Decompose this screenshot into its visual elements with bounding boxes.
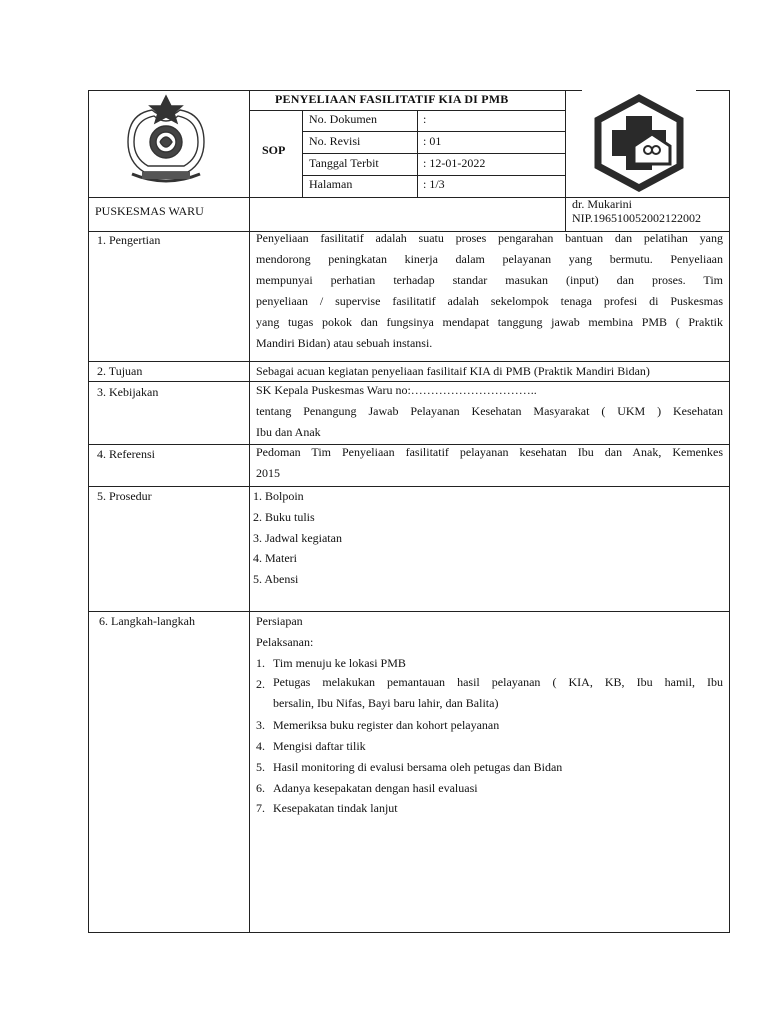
meta-label-dokumen: No. Dokumen [309, 112, 377, 126]
institution-name: PUSKESMAS WARU [95, 204, 204, 218]
column-divider [249, 90, 250, 933]
section-label-prosedur: 5. Prosedur [97, 489, 152, 503]
section-label-pengertian: 1. Pengertian [97, 233, 161, 247]
text-line: Penyeliaan fasilitatif adalah suatu proses pengarahan bantuan dan pelatihan yang [256, 231, 723, 245]
prosedur-item: 2. Buku tulis [253, 510, 315, 524]
row-rule [88, 486, 730, 487]
pelaksanan-text: Pelaksanan: [256, 635, 314, 649]
prosedur-item: 3. Jadwal kegiatan [253, 531, 342, 545]
document-title: PENYELIAAN FASILITATIF KIA DI PMB [275, 92, 509, 106]
step-text: Hasil monitoring di evalusi bersama oleh petugas dan Bidan [273, 760, 563, 774]
step-number: 5. [256, 760, 265, 774]
step-number: 2. [256, 677, 265, 691]
persiapan-text: Persiapan [256, 614, 303, 628]
step-number: 7. [256, 801, 265, 815]
signer-nip: NIP.196510052002122002 [572, 211, 702, 225]
text-line: penyeliaan / supervise fasilitatif adalah sekelompok tenaga profesi di Puskesmas [256, 294, 723, 308]
text-line: Petugas melakukan pemantauan hasil pelayanan ( KIA, KB, Ibu hamil, Ibu [273, 675, 723, 689]
step-number: 1. [256, 656, 265, 670]
title-bottom-rule [249, 110, 565, 111]
meta-label-revisi: No. Revisi [309, 134, 361, 148]
text-line: 2015 [256, 466, 280, 480]
meta-label-halaman: Halaman [309, 177, 353, 191]
meta-label-tanggal: Tanggal Terbit [309, 156, 379, 170]
step-text: Kesepakatan tindak lanjut [273, 801, 398, 815]
step-number: 4. [256, 739, 265, 753]
step-text: Adanya kesepakatan dengan hasil evaluasi [273, 781, 478, 795]
kebijakan-text [256, 380, 723, 443]
text-line: Ibu dan Anak [256, 425, 321, 439]
tujuan-text: Sebagai acuan kegiatan penyeliaan fasilitaif KIA di PMB (Praktik Mandiri Bidan) [256, 364, 650, 378]
text-line: bersalin, Ibu Nifas, Bayi baru lahir, dan Balita) [273, 696, 499, 710]
section-label-referensi: 4. Referensi [97, 447, 155, 461]
meta-rule [302, 131, 565, 132]
meta-rule [302, 153, 565, 154]
row-rule [88, 361, 730, 362]
step-text: Mengisi daftar tilik [273, 739, 366, 753]
section-label-tujuan: 2. Tujuan [97, 364, 143, 378]
text-line: yang tugas pokok dan fungsinya mendapat tanggung jawab membina PMB ( Praktik [256, 315, 723, 329]
step-number: 6. [256, 781, 265, 795]
step-text [273, 672, 723, 714]
row-rule [88, 611, 730, 612]
meta-value-halaman: : 1/3 [423, 177, 445, 191]
text-line: mempunyai perhatian terhadap standar masukan (input) dan proses. Tim [256, 273, 723, 287]
step-text: Tim menuju ke lokasi PMB [273, 656, 406, 670]
pengertian-text [256, 228, 723, 354]
meta-value-revisi: : 01 [423, 134, 442, 148]
text-line: SK Kepala Puskesmas Waru no:………………………….. [256, 383, 537, 397]
prosedur-item: 1. Bolpoin [253, 489, 304, 503]
meta-value-dokumen: : [423, 112, 427, 126]
text-line: mendorong peningkatan kinerja dalam pelayanan yang bermutu. Penyeliaan [256, 252, 723, 266]
sop-label: SOP [262, 143, 286, 157]
step-text: Memeriksa buku register dan kohort pelayanan [273, 718, 500, 732]
prosedur-item: 5. Abensi [253, 572, 299, 586]
referensi-text [256, 442, 723, 484]
signer-name: dr. Mukarini [572, 197, 632, 211]
meta-rule [302, 175, 565, 176]
section-label-langkah: 6. Langkah-langkah [99, 614, 195, 628]
step-number: 3. [256, 718, 265, 732]
text-line: Pedoman Tim Penyeliaan fasilitatif pelayanan kesehatan Ibu dan Anak, Kemenkes [256, 445, 723, 459]
puskesmas-logo-icon [582, 90, 696, 196]
section-label-kebijakan: 3. Kebijakan [97, 385, 159, 399]
prosedur-item: 4. Materi [253, 551, 297, 565]
kabupaten-seal-icon [118, 92, 214, 192]
text-line: Mandiri Bidan) atau sebuah instansi. [256, 336, 433, 350]
text-line: tentang Penangung Jawab Pelayanan Kesehatan Masyarakat ( UKM ) Kesehatan [256, 404, 723, 418]
header-bottom-rule [88, 197, 730, 198]
header-right-divider [565, 90, 566, 231]
meta-value-tanggal: : 12-01-2022 [423, 156, 486, 170]
